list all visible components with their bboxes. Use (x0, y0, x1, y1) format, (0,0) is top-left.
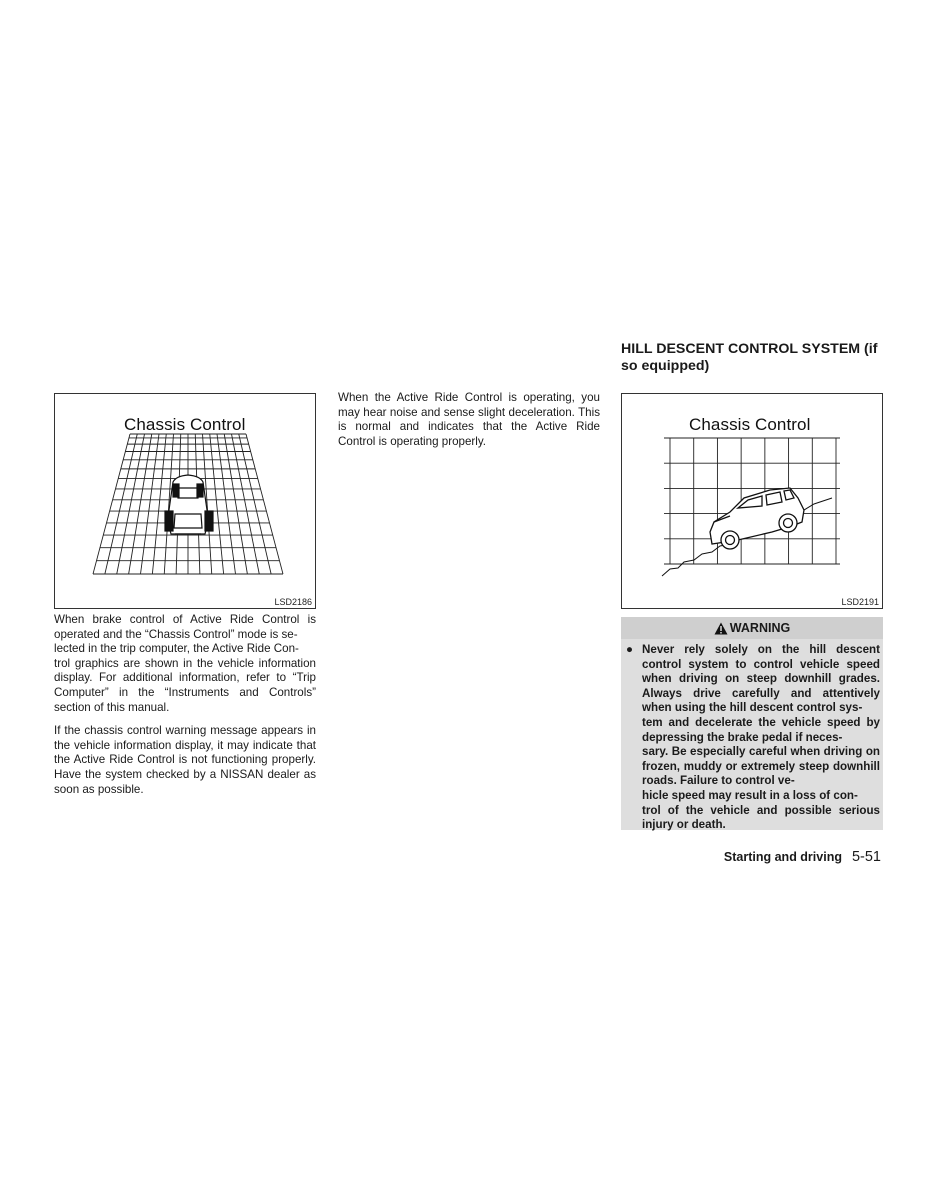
hill-descent-illustration (622, 394, 882, 608)
footer-section-title: Starting and driving (723, 850, 842, 864)
section-heading-hill-descent: HILL DESCENT CONTROL SYSTEM (if so equipped) (621, 341, 878, 374)
paragraph-noise-deceleration: When the Active Ride Control is operating, you may hear noise and sense slight deceleration. This is normal and indicates that the Active Ride Control is operating properly. (338, 391, 600, 448)
figure-title: Chassis Control (689, 415, 811, 434)
bullet-icon: ● (626, 643, 634, 656)
warning-text: Never rely solely on the hill descent control system to control vehicle speed when driving on steep downhill grades. Always drive carefully and attentively when using the hill descent control sys- tem and decelerate the vehicle speed by depressing the brake pedal if neces- sary. Be especially careful when driving on frozen, muddy or extremely steep downhill roads. Failure to control ve- hicle speed may result in a loss of con- trol of the vehicle and possible serious injury or death. (642, 643, 880, 832)
paragraph-chassis-warning: If the chassis control warning message appears in the vehicle information display, it may indicate that the Active Ride Control is not functioning properly. Have the system checked by a NISSAN dealer as soon as possible. (54, 724, 316, 796)
figure-chassis-control-hill (621, 393, 883, 609)
warning-body (621, 639, 883, 837)
figure-chassis-control-grid (54, 393, 316, 609)
warning-triangle-icon (714, 622, 728, 635)
warning-box (621, 617, 883, 830)
column-1-text (54, 613, 316, 797)
figure-code: LSD2191 (841, 597, 879, 607)
warning-title: WARNING (729, 621, 791, 635)
page-footer (724, 849, 881, 865)
figure-title: Chassis Control (124, 415, 246, 434)
page-number: 5-51 (851, 849, 881, 865)
chassis-grid-illustration (55, 394, 315, 608)
figure-code: LSD2186 (274, 597, 312, 607)
paragraph-active-ride-control-display: When brake control of Active Ride Control is operated and the “Chassis Control” mode is se- lected in the trip computer, the Active Ride Con- trol graphics are shown in the vehicle information display. For additional information, refer to “Trip Computer” in the “Instruments and Controls” section of this manual. (54, 613, 316, 714)
suv-side-view-icon (710, 488, 804, 549)
warning-header (621, 617, 883, 639)
column-2-text (338, 391, 600, 449)
